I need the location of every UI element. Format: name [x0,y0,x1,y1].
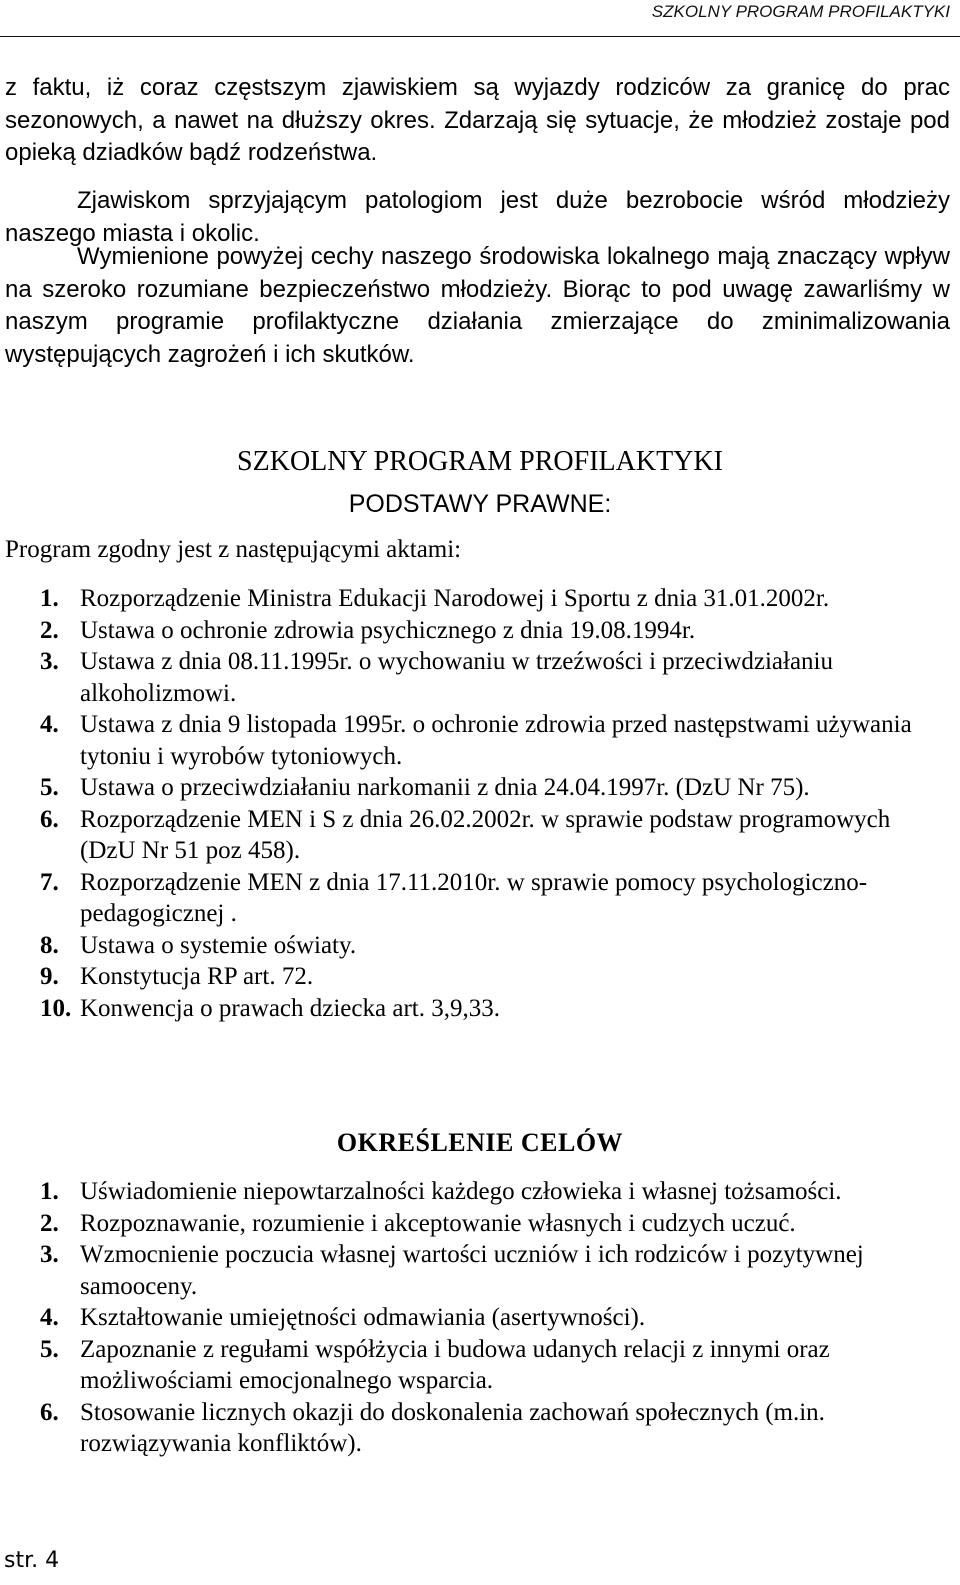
list-number: 8. [40,931,59,959]
list-item [0,1302,940,1334]
list-text: Zapoznanie z regułami współżycia i budowa udanych relacji z innymi oraz możliwościami emocjonalnego wsparcia. [80,1335,830,1394]
list-text: Ustawa o przeciwdziałaniu narkomanii z dnia 24.04.1997r. (DzU Nr 75). [80,774,810,801]
list-item [0,993,940,1025]
running-header: SZKOLNY PROGRAM PROFILAKTYKI [651,2,950,21]
list-text: Ustawa z dnia 08.11.1995r. o wychowaniu w trzeźwości i przeciwdziałaniu alkoholizmowi. [80,648,834,707]
list-item [0,583,940,615]
list-item [0,709,940,772]
list-number: 4. [40,711,59,738]
list-text: Konwencja o prawach dziecka art. 3,9,33. [80,994,500,1022]
list-number: 5. [40,774,59,801]
list-item [0,867,940,930]
list-number: 3. [40,648,59,675]
main-title: SZKOLNY PROGRAM PROFILAKTYKI [237,446,723,477]
list-item [0,1334,940,1397]
list-number: 2. [40,616,59,644]
list-number: 1. [40,1178,59,1205]
list-text: Rozporządzenie MEN z dnia 17.11.2010r. w sprawie pomocy psychologiczno-pedagogicznej . [80,868,868,927]
list-number: 10. [40,994,72,1022]
list-number: 3. [40,1241,59,1268]
list-text: Uświadomienie niepowtarzalności każdego człowieka i własnej tożsamości. [80,1178,842,1205]
list-number: 9. [40,963,59,990]
list-text: Ustawa z dnia 9 listopada 1995r. o ochronie zdrowia przed następstwami używania tytoniu i wyrobów tytoniowych. [80,711,912,770]
paragraph-3: Wymienione powyżej cechy naszego środowiska lokalnego mają znaczący wpływ na szeroko rozumiane bezpieczeństwo młodzieży. Biorąc to pod uwagę zawarliśmy w naszym programie profilaktyczne działania zmierzające do zminimalizowania występujących zagrożeń i ich skutków. [5,243,950,368]
goals-heading: OKREŚLENIE CELÓW [336,1128,624,1157]
legal-intro: Program zgodny jest z następującymi aktami: [5,536,462,563]
list-text: Rozpoznawanie, rozumienie i akceptowanie własnych i cudzych uczuć. [80,1209,796,1237]
list-item [0,804,940,867]
legal-acts-list [0,583,940,1024]
list-item [0,1176,940,1208]
list-text: Rozporządzenie MEN i S z dnia 26.02.2002r. w sprawie podstaw programowych (DzU Nr 51 poz 458). [80,805,891,864]
list-text: Ustawa o systemie oświaty. [80,931,357,959]
list-item [0,961,940,993]
list-item [0,615,940,647]
paragraph-2: Zjawiskom sprzyjającym patologiom jest duże bezrobocie wśród młodzieży naszego miasta i okolic. [5,187,950,247]
list-item [0,646,940,709]
page-number: str. 4 [4,1548,60,1573]
list-text: Stosowanie licznych okazji do doskonalenia zachowań społecznych (m.in. rozwiązywania konfliktów). [80,1398,825,1457]
list-item [0,772,940,804]
list-number: 1. [40,585,59,612]
list-item [0,930,940,962]
list-item [0,1239,940,1302]
list-item [0,1397,940,1460]
goals-list [0,1176,940,1460]
header-rule [0,36,960,37]
list-item [0,1208,940,1240]
list-number: 5. [40,1335,59,1363]
list-text: Wzmocnienie poczucia własnej wartości uczniów i ich rodziców i pozytywnej samooceny. [80,1241,864,1300]
paragraph-1: z faktu, iż coraz częstszym zjawiskiem są wyjazdy rodziców za granicę do prac sezonowych, a nawet na dłuższy okres. Zdarzają się sytuacje, że młodzież zostaje pod opieką dziadków bądź rodzeństwa. [5,74,950,166]
list-text: Ustawa o ochronie zdrowia psychicznego z dnia 19.08.1994r. [80,616,696,644]
list-number: 7. [40,868,59,896]
list-text: Rozporządzenie Ministra Edukacji Narodowej i Sportu z dnia 31.01.2002r. [80,585,830,612]
list-text: Kształtowanie umiejętności odmawiania (asertywności). [80,1304,646,1331]
list-number: 6. [40,1398,59,1426]
list-text: Konstytucja RP art. 72. [80,963,314,990]
list-number: 2. [40,1209,59,1237]
list-number: 6. [40,805,59,833]
subtitle: PODSTAWY PRAWNE: [348,490,612,518]
list-number: 4. [40,1304,59,1331]
